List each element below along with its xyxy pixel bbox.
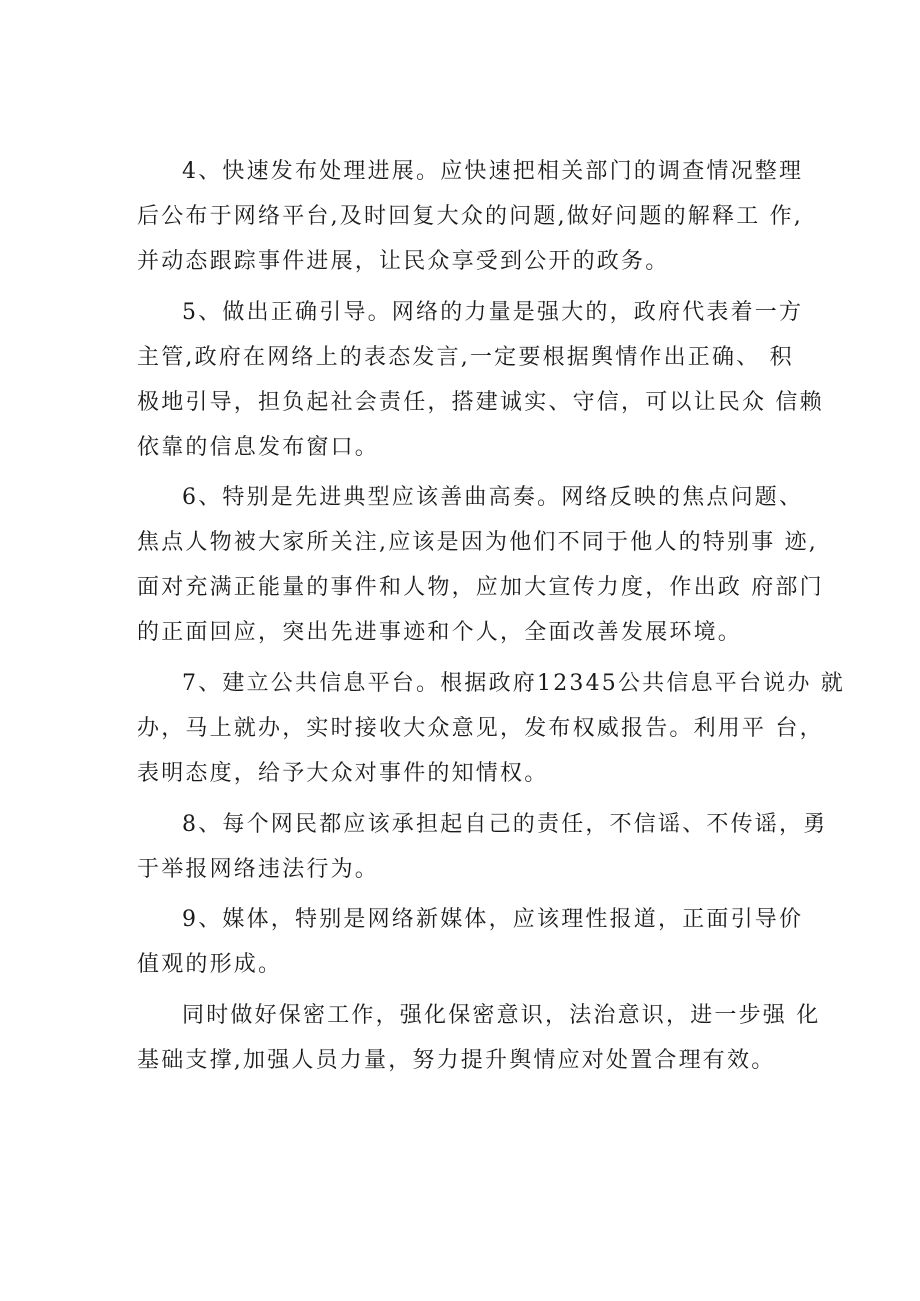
paragraph-line: 的正面回应，突出先进事迹和个人，全面改善发展环境。	[137, 620, 743, 645]
paragraph-line: 依靠的信息发布窗口。	[137, 435, 380, 460]
paragraph-line: 焦点人物被大家所关注,应该是因为他们不同于他人的特别事 迹,	[137, 530, 818, 555]
paragraph-line: 5、做出正确引导。网络的力量是强大的，政府代表着一方	[182, 300, 804, 325]
paragraph-line: 并动态跟踪事件进展，让民众享受到公开的政务。	[137, 249, 670, 274]
paragraph-line: 于举报网络违法行为。	[137, 857, 380, 882]
paragraph-line: 极地引导，担负起社会责任，搭建诚实、守信，可以让民众 信赖	[137, 390, 824, 415]
paragraph-line: 9、媒体，特别是网络新媒体，应该理性报道，正面引导价	[182, 907, 804, 932]
paragraph-line: 6、特别是先进典型应该善曲高奏。网络反映的焦点问题、	[182, 485, 804, 510]
paragraph-line: 值观的形成。	[137, 952, 283, 977]
paragraph-line: 4、快速发布处理进展。应快速把相关部门的调查情况整理	[182, 159, 804, 184]
paragraph-line: 办，马上就办，实时接收大众意见，发布权威报告。利用平 台，	[137, 716, 824, 741]
paragraph-line: 后公布于网络平台,及时回复大众的问题,做好问题的解释工 作,	[137, 204, 803, 229]
paragraph-line: 7、建立公共信息平台。根据政府12345公共信息平台说办 就	[182, 671, 845, 696]
paragraph-line: 面对充满正能量的事件和人物，应加大宣传力度，作出政 府部门	[137, 575, 824, 600]
paragraph-line: 基础支撑,加强人员力量，努力提升舆情应对处置合理有效。	[137, 1048, 776, 1073]
paragraph-line: 8、每个网民都应该承担起自己的责任，不信谣、不传谣，勇	[182, 812, 828, 837]
paragraph-line: 主管,政府在网络上的表态发言,一定要根据舆情作出正确、 积	[137, 345, 794, 370]
paragraph-line: 同时做好保密工作，强化保密意识，法治意识，进一步强 化	[182, 1003, 821, 1028]
paragraph-line: 表明态度，给予大众对事件的知情权。	[137, 761, 549, 786]
